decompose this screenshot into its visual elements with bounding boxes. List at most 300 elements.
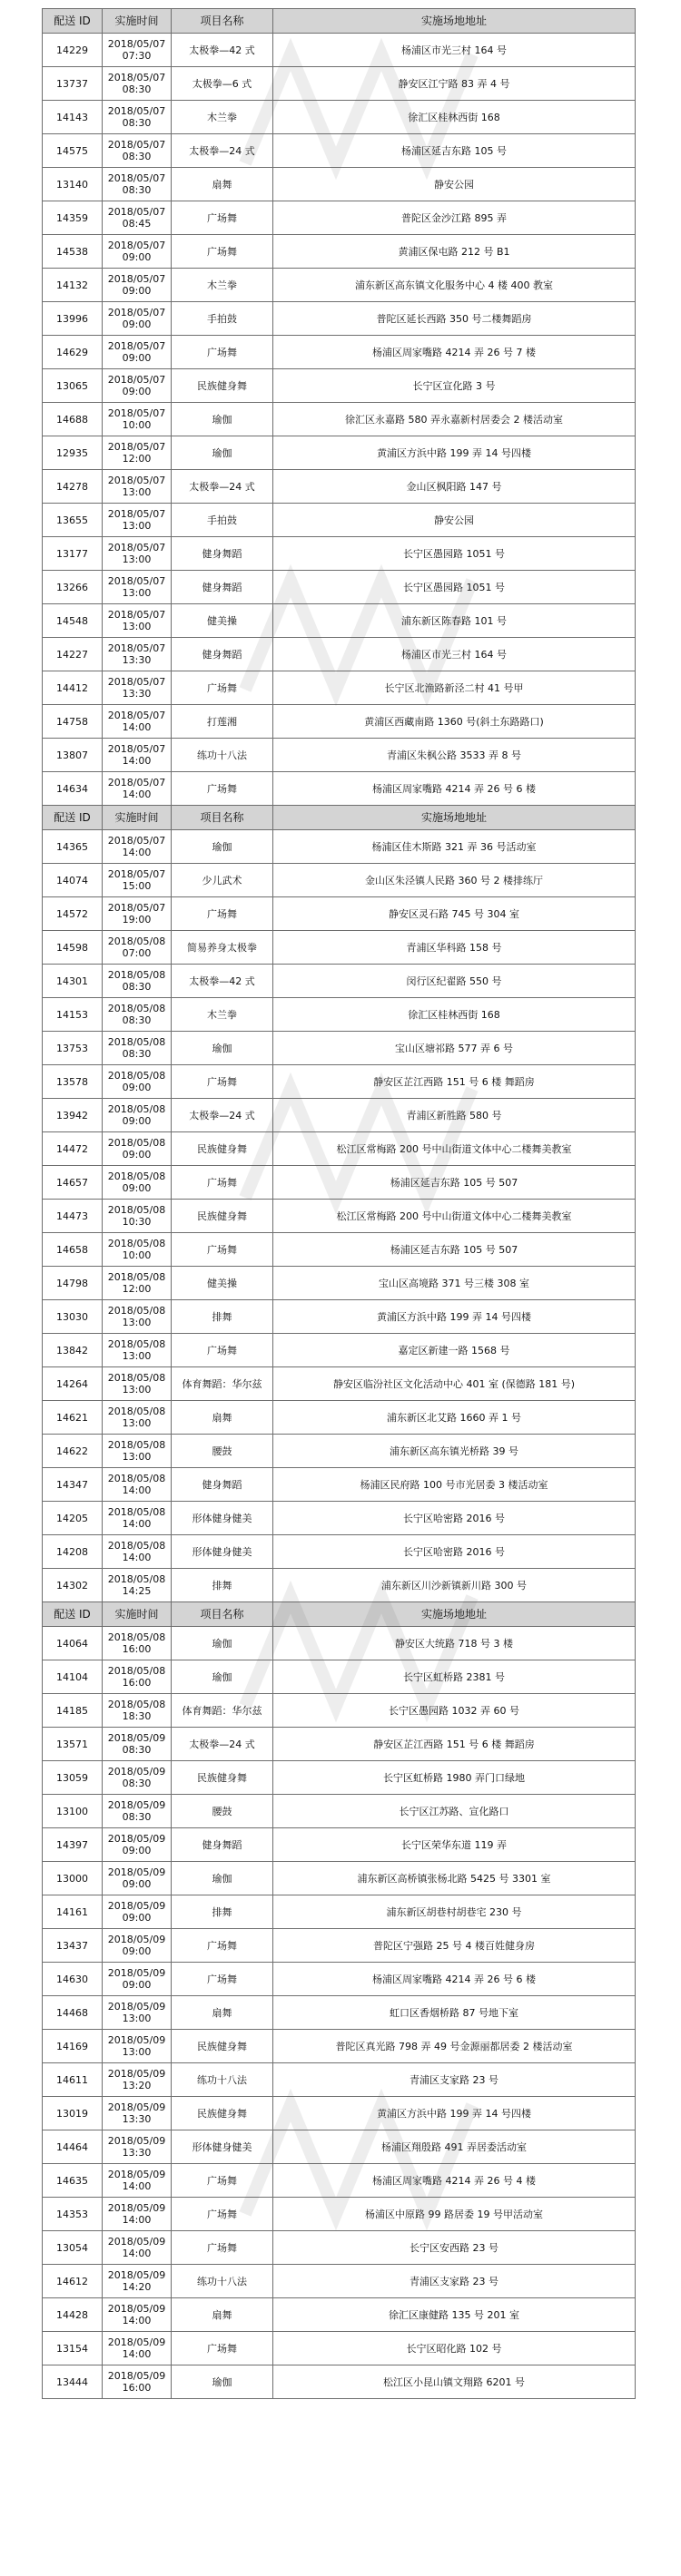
schedule-hour: 13:20	[122, 2080, 152, 2091]
project-name: 民族健身舞	[172, 369, 273, 403]
project-name: 简易养身太极拳	[172, 931, 273, 965]
schedule-time	[103, 134, 172, 168]
delivery-id: 13437	[43, 1929, 103, 1963]
schedule-time	[103, 2332, 172, 2365]
venue-address: 长宁区虹桥路 2381 号	[273, 1660, 636, 1694]
header-project: 项目名称	[172, 9, 273, 34]
venue-address: 杨浦区周家嘴路 4214 弄 26 号 6 楼	[273, 1963, 636, 1996]
schedule-time	[103, 168, 172, 201]
schedule-hour: 14:00	[122, 2214, 152, 2226]
schedule-date: 2018/05/07	[107, 508, 166, 520]
delivery-id: 13737	[43, 67, 103, 101]
table-row	[43, 1535, 636, 1569]
project-name: 广场舞	[172, 671, 273, 705]
delivery-id: 14161	[43, 1895, 103, 1929]
venue-address: 杨浦区周家嘴路 4214 弄 26 号 4 楼	[273, 2164, 636, 2198]
schedule-hour: 08:30	[122, 184, 152, 196]
venue-address: 长宁区虹桥路 1980 弄门口绿地	[273, 1761, 636, 1795]
schedule-time	[103, 1032, 172, 1065]
schedule-hour: 08:30	[122, 1744, 152, 1756]
schedule-date: 2018/05/07	[107, 676, 166, 688]
schedule-date: 2018/05/09	[107, 1732, 166, 1744]
schedule-hour: 13:00	[122, 1417, 152, 1429]
venue-address: 松江区小昆山镇文翔路 6201 号	[273, 2365, 636, 2399]
schedule-date: 2018/05/08	[107, 1699, 166, 1710]
header-time: 实施时间	[103, 9, 172, 34]
project-name: 少儿武术	[172, 864, 273, 897]
schedule-table	[42, 8, 636, 2399]
delivery-id: 14132	[43, 269, 103, 302]
venue-address: 宝山区高境路 371 号三楼 308 室	[273, 1267, 636, 1300]
project-name: 排舞	[172, 1895, 273, 1929]
project-name: 广场舞	[172, 1065, 273, 1099]
delivery-id: 14412	[43, 671, 103, 705]
schedule-hour: 14:00	[122, 2180, 152, 2192]
schedule-date: 2018/05/09	[107, 2303, 166, 2315]
venue-address: 长宁区哈密路 2016 号	[273, 1502, 636, 1535]
delivery-id: 14353	[43, 2198, 103, 2231]
project-name: 太极拳—6 式	[172, 67, 273, 101]
schedule-hour: 13:30	[122, 2147, 152, 2159]
schedule-time	[103, 302, 172, 336]
schedule-date: 2018/05/08	[107, 1305, 166, 1317]
schedule-time	[103, 2298, 172, 2332]
schedule-hour: 13:30	[122, 654, 152, 666]
delivery-id: 14472	[43, 1132, 103, 1166]
project-name: 练功十八法	[172, 739, 273, 772]
schedule-date: 2018/05/09	[107, 2236, 166, 2248]
table-row	[43, 897, 636, 931]
schedule-date: 2018/05/08	[107, 1271, 166, 1283]
project-name: 民族健身舞	[172, 1200, 273, 1233]
schedule-date: 2018/05/09	[107, 1934, 166, 1945]
project-name: 扇舞	[172, 1401, 273, 1435]
table-row	[43, 1435, 636, 1468]
venue-address: 杨浦区延吉东路 105 号	[273, 134, 636, 168]
project-name: 排舞	[172, 1300, 273, 1334]
project-name: 健身舞蹈	[172, 1828, 273, 1862]
schedule-time	[103, 470, 172, 504]
delivery-id: 14572	[43, 897, 103, 931]
project-name: 健美操	[172, 604, 273, 638]
schedule-time	[103, 67, 172, 101]
table-row	[43, 2365, 636, 2399]
delivery-id: 14464	[43, 2130, 103, 2164]
schedule-time	[103, 537, 172, 571]
project-name: 广场舞	[172, 2198, 273, 2231]
project-name: 民族健身舞	[172, 2030, 273, 2063]
table-row	[43, 504, 636, 537]
schedule-time	[103, 1334, 172, 1367]
venue-address: 宝山区塘祁路 577 弄 6 号	[273, 1032, 636, 1065]
table-row	[43, 571, 636, 604]
schedule-date: 2018/05/07	[107, 206, 166, 218]
table-row	[43, 1996, 636, 2030]
project-name: 体育舞蹈：华尔兹	[172, 1694, 273, 1728]
schedule-hour: 09:00	[122, 1912, 152, 1924]
venue-address: 青浦区新胜路 580 号	[273, 1099, 636, 1132]
schedule-hour: 09:00	[122, 1082, 152, 1093]
venue-address: 浦东新区川沙新镇新川路 300 号	[273, 1569, 636, 1602]
table-row	[43, 2198, 636, 2231]
delivery-id: 14227	[43, 638, 103, 671]
header-time: 实施时间	[103, 806, 172, 830]
schedule-date: 2018/05/09	[107, 1766, 166, 1778]
schedule-date: 2018/05/09	[107, 2068, 166, 2080]
table-row	[43, 1795, 636, 1828]
delivery-id: 14302	[43, 1569, 103, 1602]
schedule-time	[103, 1996, 172, 2030]
table-row	[43, 336, 636, 369]
table-row	[43, 1166, 636, 1200]
table-header-row	[43, 806, 636, 830]
venue-address: 杨浦区中原路 99 路居委 19 号甲活动室	[273, 2198, 636, 2231]
venue-address: 静安区芷江西路 151 号 6 楼 舞蹈房	[273, 1065, 636, 1099]
header-project: 项目名称	[172, 806, 273, 830]
project-name: 木兰拳	[172, 998, 273, 1032]
project-name: 形体健身健美	[172, 1535, 273, 1569]
delivery-id: 14208	[43, 1535, 103, 1569]
schedule-hour: 14:00	[122, 788, 152, 800]
schedule-hour: 08:30	[122, 117, 152, 129]
schedule-time	[103, 604, 172, 638]
table-row	[43, 1761, 636, 1795]
schedule-time	[103, 1132, 172, 1166]
venue-address: 杨浦区民府路 100 号市光居委 3 楼活动室	[273, 1468, 636, 1502]
delivery-id: 14301	[43, 965, 103, 998]
schedule-date: 2018/05/09	[107, 1799, 166, 1811]
delivery-id: 13065	[43, 369, 103, 403]
venue-address: 普陀区延长西路 350 号二楼舞蹈房	[273, 302, 636, 336]
project-name: 广场舞	[172, 235, 273, 269]
project-name: 健身舞蹈	[172, 638, 273, 671]
schedule-hour: 14:00	[122, 2348, 152, 2360]
schedule-date: 2018/05/07	[107, 172, 166, 184]
table-row	[43, 1065, 636, 1099]
project-name: 瑜伽	[172, 1032, 273, 1065]
schedule-time	[103, 2097, 172, 2130]
schedule-hour: 09:00	[122, 1945, 152, 1957]
venue-address: 长宁区哈密路 2016 号	[273, 1535, 636, 1569]
project-name: 广场舞	[172, 1166, 273, 1200]
schedule-hour: 14:00	[122, 1518, 152, 1530]
table-row	[43, 1032, 636, 1065]
schedule-date: 2018/05/07	[107, 609, 166, 621]
venue-address: 长宁区愚园路 1032 弄 60 号	[273, 1694, 636, 1728]
delivery-id: 13266	[43, 571, 103, 604]
schedule-hour: 08:30	[122, 981, 152, 993]
schedule-hour: 14:00	[122, 1552, 152, 1563]
delivery-id: 13054	[43, 2231, 103, 2265]
venue-address: 浦东新区北艾路 1660 弄 1 号	[273, 1401, 636, 1435]
venue-address: 浦东新区高桥镇张杨北路 5425 号 3301 室	[273, 1862, 636, 1895]
delivery-id: 14143	[43, 101, 103, 134]
schedule-time	[103, 1367, 172, 1401]
table-row	[43, 705, 636, 739]
delivery-id: 13571	[43, 1728, 103, 1761]
schedule-time	[103, 1166, 172, 1200]
schedule-hour: 13:00	[122, 587, 152, 599]
schedule-hour: 18:30	[122, 1710, 152, 1722]
schedule-hour: 07:30	[122, 50, 152, 62]
project-name: 广场舞	[172, 336, 273, 369]
schedule-date: 2018/05/07	[107, 642, 166, 654]
schedule-date: 2018/05/09	[107, 2034, 166, 2046]
schedule-time	[103, 336, 172, 369]
schedule-time	[103, 1728, 172, 1761]
schedule-hour: 13:00	[122, 1451, 152, 1463]
table-row	[43, 201, 636, 235]
venue-address: 杨浦区市光三村 164 号	[273, 34, 636, 67]
schedule-time	[103, 1963, 172, 1996]
table-row	[43, 34, 636, 67]
schedule-date: 2018/05/07	[107, 307, 166, 318]
project-name: 广场舞	[172, 2231, 273, 2265]
venue-address: 青浦区支家路 23 号	[273, 2265, 636, 2298]
table-row	[43, 1862, 636, 1895]
schedule-time	[103, 1099, 172, 1132]
project-name: 广场舞	[172, 897, 273, 931]
venue-address: 长宁区昭化路 102 号	[273, 2332, 636, 2365]
delivery-id: 14658	[43, 1233, 103, 1267]
schedule-time	[103, 1660, 172, 1694]
schedule-hour: 13:00	[122, 1384, 152, 1396]
delivery-id: 14359	[43, 201, 103, 235]
venue-address: 黄浦区保屯路 212 号 B1	[273, 235, 636, 269]
schedule-hour: 16:00	[122, 1677, 152, 1689]
schedule-date: 2018/05/07	[107, 710, 166, 721]
venue-address: 浦东新区陈春路 101 号	[273, 604, 636, 638]
project-name: 健身舞蹈	[172, 1468, 273, 1502]
schedule-time	[103, 1267, 172, 1300]
schedule-date: 2018/05/07	[107, 743, 166, 755]
venue-address: 浦东新区高东镇文化服务中心 4 楼 400 教室	[273, 269, 636, 302]
project-name: 太极拳—24 式	[172, 470, 273, 504]
venue-address: 青浦区支家路 23 号	[273, 2063, 636, 2097]
delivery-id: 14229	[43, 34, 103, 67]
project-name: 广场舞	[172, 1334, 273, 1367]
schedule-date: 2018/05/09	[107, 2370, 166, 2382]
schedule-hour: 13:00	[122, 1350, 152, 1362]
delivery-id: 13019	[43, 2097, 103, 2130]
schedule-time	[103, 2265, 172, 2298]
delivery-id: 14688	[43, 403, 103, 436]
schedule-hour: 13:00	[122, 621, 152, 632]
schedule-date: 2018/05/07	[107, 105, 166, 117]
venue-address: 徐汇区永嘉路 580 弄永嘉新村居委会 2 楼活动室	[273, 403, 636, 436]
project-name: 太极拳—24 式	[172, 1728, 273, 1761]
project-name: 广场舞	[172, 1963, 273, 1996]
project-name: 体育舞蹈：华尔兹	[172, 1367, 273, 1401]
schedule-hour: 10:00	[122, 1249, 152, 1261]
schedule-date: 2018/05/07	[107, 240, 166, 251]
table-row	[43, 671, 636, 705]
table-row	[43, 101, 636, 134]
schedule-date: 2018/05/08	[107, 1137, 166, 1149]
schedule-date: 2018/05/09	[107, 2135, 166, 2147]
header-location: 实施场地地址	[273, 806, 636, 830]
table-row	[43, 739, 636, 772]
schedule-date: 2018/05/07	[107, 374, 166, 386]
schedule-date: 2018/05/09	[107, 2336, 166, 2348]
table-row	[43, 436, 636, 470]
schedule-time	[103, 897, 172, 931]
schedule-date: 2018/05/07	[107, 340, 166, 352]
schedule-date: 2018/05/08	[107, 1473, 166, 1484]
schedule-time	[103, 1200, 172, 1233]
table-row	[43, 1627, 636, 1660]
schedule-date: 2018/05/08	[107, 1338, 166, 1350]
schedule-date: 2018/05/09	[107, 1833, 166, 1845]
schedule-date: 2018/05/08	[107, 1204, 166, 1216]
table-row	[43, 1929, 636, 1963]
table-row	[43, 638, 636, 671]
schedule-time	[103, 931, 172, 965]
schedule-time	[103, 1569, 172, 1602]
delivery-id: 13140	[43, 168, 103, 201]
venue-address: 长宁区江苏路、宣化路口	[273, 1795, 636, 1828]
delivery-id: 14074	[43, 864, 103, 897]
table-row	[43, 1300, 636, 1334]
schedule-time	[103, 1929, 172, 1963]
delivery-id: 14264	[43, 1367, 103, 1401]
header-location: 实施场地地址	[273, 1602, 636, 1627]
delivery-id: 12935	[43, 436, 103, 470]
schedule-hour: 09:00	[122, 318, 152, 330]
project-name: 腰鼓	[172, 1435, 273, 1468]
table-row	[43, 1468, 636, 1502]
delivery-id: 13807	[43, 739, 103, 772]
venue-address: 杨浦区延吉东路 105 号 507	[273, 1233, 636, 1267]
venue-address: 黄浦区方浜中路 199 弄 14 号四楼	[273, 436, 636, 470]
header-id: 配送 ID	[43, 9, 103, 34]
table-row	[43, 965, 636, 998]
table-row	[43, 537, 636, 571]
schedule-hour: 14:00	[122, 2315, 152, 2326]
table-row	[43, 1267, 636, 1300]
schedule-time	[103, 1895, 172, 1929]
project-name: 太极拳—24 式	[172, 1099, 273, 1132]
header-id: 配送 ID	[43, 1602, 103, 1627]
schedule-time	[103, 2130, 172, 2164]
delivery-id: 14365	[43, 830, 103, 864]
schedule-hour: 08:30	[122, 1014, 152, 1026]
delivery-id: 14622	[43, 1435, 103, 1468]
table-row	[43, 2298, 636, 2332]
schedule-date: 2018/05/07	[107, 868, 166, 880]
delivery-id: 14347	[43, 1468, 103, 1502]
schedule-time	[103, 864, 172, 897]
delivery-id: 13842	[43, 1334, 103, 1367]
table-row	[43, 2063, 636, 2097]
schedule-hour: 14:00	[122, 755, 152, 767]
schedule-time	[103, 638, 172, 671]
schedule-date: 2018/05/08	[107, 1103, 166, 1115]
table-row	[43, 134, 636, 168]
schedule-date: 2018/05/07	[107, 475, 166, 486]
project-name: 手拍鼓	[172, 504, 273, 537]
schedule-time	[103, 1401, 172, 1435]
schedule-time	[103, 705, 172, 739]
schedule-hour: 08:30	[122, 151, 152, 162]
table-row	[43, 1828, 636, 1862]
delivery-id: 14205	[43, 1502, 103, 1535]
schedule-hour: 14:00	[122, 847, 152, 858]
venue-address: 杨浦区周家嘴路 4214 弄 26 号 6 楼	[273, 772, 636, 806]
table-row	[43, 1895, 636, 1929]
venue-address: 徐汇区桂林西街 168	[273, 101, 636, 134]
venue-address: 杨浦区佳木斯路 321 弄 36 号活动室	[273, 830, 636, 864]
schedule-time	[103, 2030, 172, 2063]
delivery-id: 14064	[43, 1627, 103, 1660]
schedule-date: 2018/05/08	[107, 1573, 166, 1585]
schedule-hour: 08:30	[122, 1778, 152, 1789]
venue-address: 长宁区荣华东道 119 弄	[273, 1828, 636, 1862]
venue-address: 普陀区金沙江路 895 弄	[273, 201, 636, 235]
venue-address: 杨浦区周家嘴路 4214 弄 26 号 7 楼	[273, 336, 636, 369]
schedule-hour: 13:00	[122, 1317, 152, 1328]
project-name: 广场舞	[172, 2164, 273, 2198]
table-row	[43, 2030, 636, 2063]
delivery-id: 13030	[43, 1300, 103, 1334]
delivery-id: 14473	[43, 1200, 103, 1233]
schedule-time	[103, 671, 172, 705]
project-name: 太极拳—42 式	[172, 965, 273, 998]
schedule-hour: 13:00	[122, 553, 152, 565]
project-name: 瑜伽	[172, 1660, 273, 1694]
table-row	[43, 235, 636, 269]
schedule-hour: 09:00	[122, 1149, 152, 1161]
schedule-date: 2018/05/09	[107, 2269, 166, 2281]
project-name: 腰鼓	[172, 1795, 273, 1828]
table-row	[43, 1099, 636, 1132]
venue-address: 静安公园	[273, 504, 636, 537]
delivery-id: 13753	[43, 1032, 103, 1065]
schedule-hour: 08:30	[122, 83, 152, 95]
schedule-time	[103, 1435, 172, 1468]
table-header-row	[43, 1602, 636, 1627]
delivery-id: 13154	[43, 2332, 103, 2365]
delivery-id: 14153	[43, 998, 103, 1032]
table-row	[43, 369, 636, 403]
project-name: 健身舞蹈	[172, 537, 273, 571]
schedule-time	[103, 1795, 172, 1828]
delivery-id: 14612	[43, 2265, 103, 2298]
schedule-time	[103, 965, 172, 998]
schedule-hour: 09:00	[122, 1182, 152, 1194]
schedule-hour: 15:00	[122, 880, 152, 892]
project-name: 太极拳—42 式	[172, 34, 273, 67]
table-row	[43, 2231, 636, 2265]
table-row	[43, 470, 636, 504]
table-row	[43, 772, 636, 806]
schedule-hour: 09:00	[122, 352, 152, 364]
schedule-date: 2018/05/09	[107, 1900, 166, 1912]
delivery-id: 14630	[43, 1963, 103, 1996]
schedule-time	[103, 235, 172, 269]
schedule-hour: 14:20	[122, 2281, 152, 2293]
table-row	[43, 864, 636, 897]
schedule-date: 2018/05/08	[107, 1439, 166, 1451]
delivery-id: 14278	[43, 470, 103, 504]
delivery-id: 14634	[43, 772, 103, 806]
delivery-id: 13996	[43, 302, 103, 336]
header-time: 实施时间	[103, 1602, 172, 1627]
table-row	[43, 1334, 636, 1367]
header-location: 实施场地地址	[273, 9, 636, 34]
schedule-page	[42, 8, 635, 2399]
project-name: 瑜伽	[172, 1862, 273, 1895]
